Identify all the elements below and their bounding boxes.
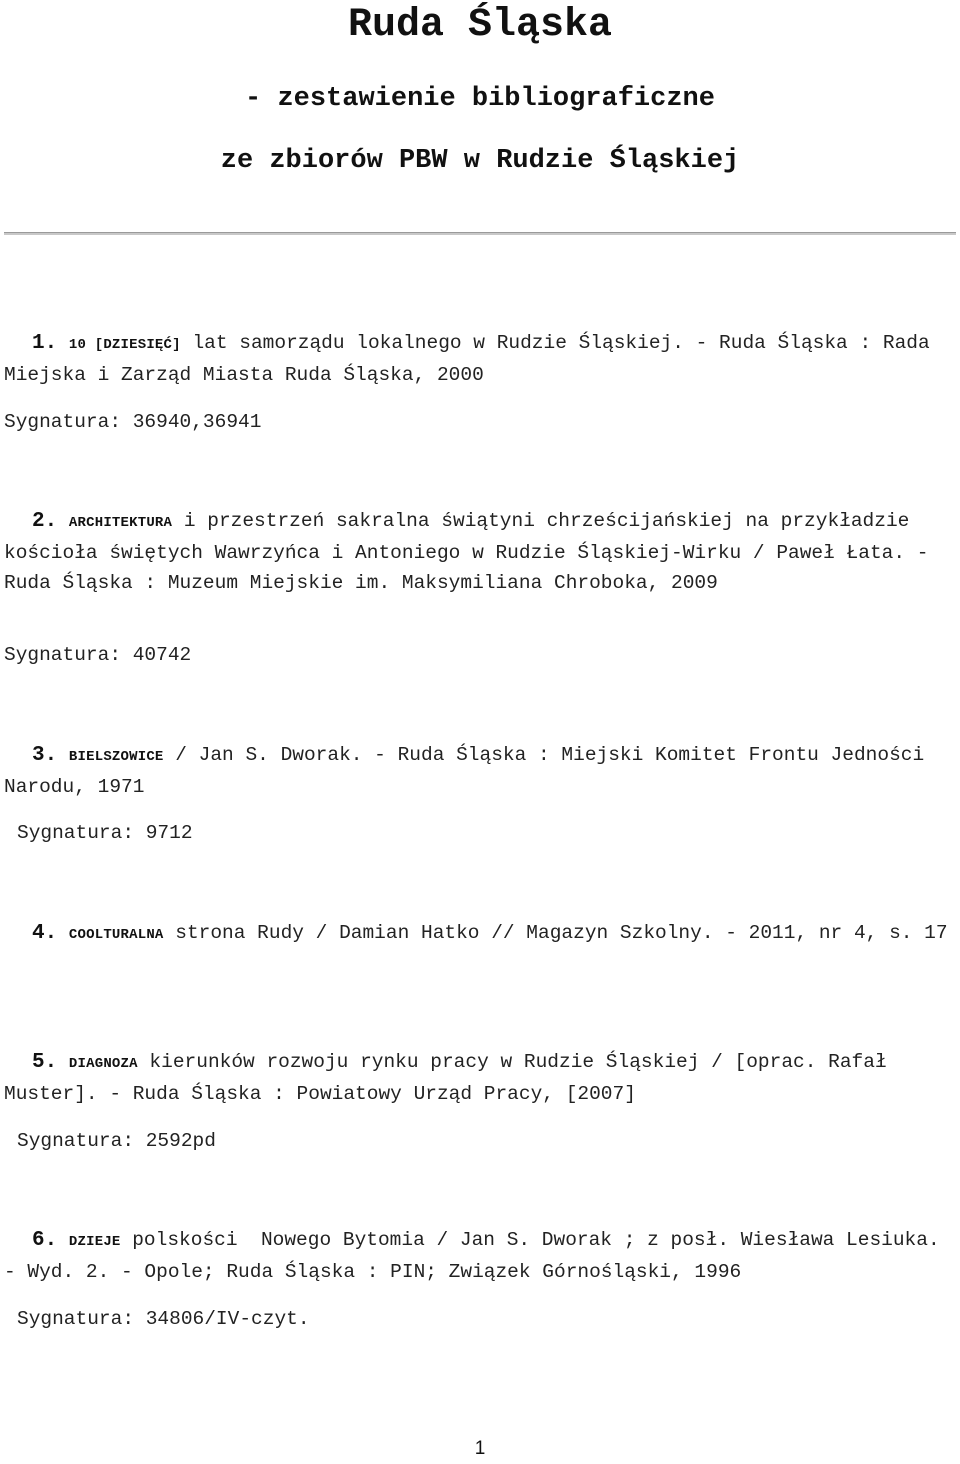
entry-heading: 10 [DZIESIĘĆ] bbox=[68, 337, 181, 353]
bibliography-entry-6 bbox=[4, 1225, 956, 1287]
bibliography-entry-2 bbox=[4, 506, 956, 598]
entry-signature: Sygnatura: 9712 bbox=[17, 822, 193, 844]
document-title: Ruda Śląska bbox=[347, 3, 613, 48]
entry-number: 3. bbox=[32, 744, 58, 767]
entry-text: i przestrzeń sakralna świątyni chrześcijańskiej na przykładzie kościoła świętych Wawrzyńca i Antoniego w Rudzie Śląskiej-Wirku / Paweł Łata. - Ruda Śląska : Muzeum Miejskie im. Maksymiliana Chroboka, 2009 bbox=[4, 510, 929, 594]
document-subtitle-line-2: ze zbiorów PBW w Rudzie Śląskiej bbox=[220, 146, 740, 176]
entry-signature: Sygnatura: 34806/IV-czyt. bbox=[17, 1308, 310, 1330]
entry-text: polskości Nowego Bytomia / Jan S. Dworak ; z posł. Wiesława Lesiuka. - Wyd. 2. - Opole; Ruda Śląska : PIN; Związek Górnośląski, 1996 bbox=[4, 1229, 952, 1283]
entry-signature: Sygnatura: 2592pd bbox=[17, 1130, 216, 1152]
document-subtitle-line-1: - zestawienie bibliograficzne bbox=[245, 84, 715, 114]
entry-heading: DIAGNOZA bbox=[68, 1056, 138, 1072]
header-divider bbox=[4, 232, 956, 235]
entry-text: strona Rudy / Damian Hatko // Magazyn Szkolny. - 2011, nr 4, s. 17 bbox=[163, 922, 948, 944]
entry-number: 5. bbox=[32, 1051, 58, 1074]
bibliography-entry-5 bbox=[4, 1047, 956, 1109]
entry-heading: COOLTURALNA bbox=[68, 927, 164, 943]
bibliography-entry-1 bbox=[4, 328, 956, 390]
entry-number: 4. bbox=[32, 922, 58, 945]
entry-text: / Jan S. Dworak. - Ruda Śląska : Miejski Komitet Frontu Jedności Narodu, 1971 bbox=[4, 744, 925, 798]
entry-text: kierunków rozwoju rynku pracy w Rudzie Śląskiej / [oprac. Rafał Muster]. - Ruda Śląska : Powiatowy Urząd Pracy, [2007] bbox=[4, 1051, 887, 1105]
page-number: 1 bbox=[474, 1438, 486, 1459]
entry-heading: DZIEJE bbox=[68, 1234, 121, 1250]
entry-signature: Sygnatura: 40742 bbox=[4, 644, 192, 666]
entry-number: 1. bbox=[32, 332, 58, 355]
entry-heading: BIELSZOWICE bbox=[68, 749, 164, 765]
bibliography-entry-4 bbox=[4, 918, 956, 950]
bibliography-entry-3 bbox=[4, 740, 956, 802]
entry-text: lat samorządu lokalnego w Rudzie Śląskiej. - Ruda Śląska : Rada Miejska i Zarząd Miasta Ruda Śląska, 2000 bbox=[4, 332, 930, 386]
entry-number: 2. bbox=[32, 510, 58, 533]
entry-signature: Sygnatura: 36940,36941 bbox=[4, 411, 262, 433]
entry-number: 6. bbox=[32, 1229, 58, 1252]
entry-heading: ARCHITEKTURA bbox=[68, 515, 173, 531]
